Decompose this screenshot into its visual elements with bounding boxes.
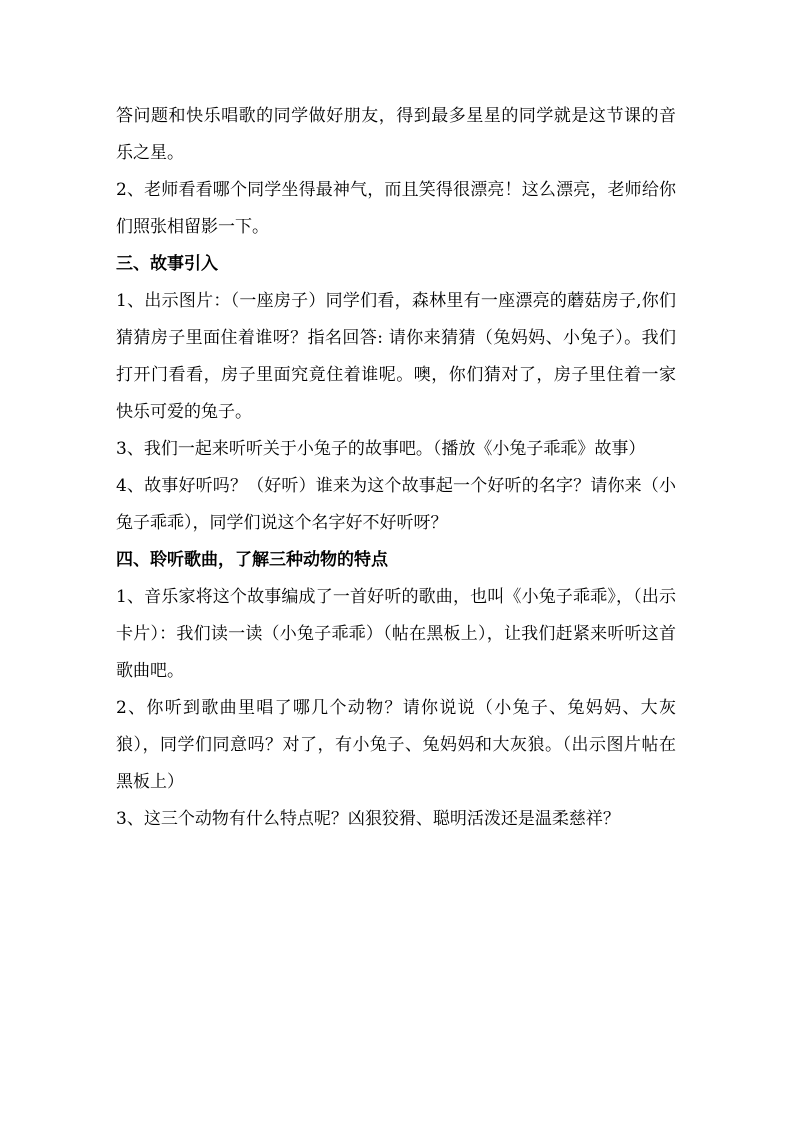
- paragraph-item-2: 2、你听到歌曲里唱了哪几个动物？请你说说（小兔子、兔妈妈、大灰狼），同学们同意吗？对了，有小兔子、兔妈妈和大灰狼。（出示图片帖在黑板上）: [116, 698, 676, 792]
- paragraph-continuation: 答问题和快乐唱歌的同学做好朋友，得到最多星星的同学就是这节课的音乐之星。: [116, 106, 676, 163]
- paragraph-item-1: 1、音乐家将这个故事编成了一首好听的歌曲，也叫《小兔子乖乖》，（出示卡片）：我们读一读（小兔子乖乖）（帖在黑板上），让我们赶紧来听听这首歌曲吧。: [116, 587, 676, 681]
- section-heading-listen-song: 四、聆听歌曲，了解三种动物的特点: [116, 550, 388, 570]
- paragraph-item-3: 3、这三个动物有什么特点呢？凶狠狡猾、聪明活泼还是温柔慈祥？: [116, 809, 620, 829]
- paragraph-item-2: 2、老师看看哪个同学坐得最神气，而且笑得很漂亮！这么漂亮，老师给你们照张相留影一下。: [116, 180, 676, 237]
- paragraph-item-1: 1、出示图片：（一座房子）同学们看，森林里有一座漂亮的蘑菇房子,你们猜猜房子里面住着谁呀？指名回答: 请你来猜猜（兔妈妈、小兔子）。我们打开门看看，房子里面究竟住着谁呢。噢，你们猜对了，房子里住着一家快乐可爱的兔子。: [116, 291, 676, 422]
- paragraph-item-4: 4、故事好听吗？（好听）谁来为这个故事起一个好听的名字？请你来（小兔子乖乖），同学们说这个名字好不好听呀？: [116, 476, 676, 533]
- document-body: [116, 98, 676, 838]
- section-heading-story-intro: 三、故事引入: [116, 254, 218, 274]
- paragraph-item-3: 3、我们一起来听听关于小兔子的故事吧。（播放《小兔子乖乖》故事）: [116, 439, 646, 459]
